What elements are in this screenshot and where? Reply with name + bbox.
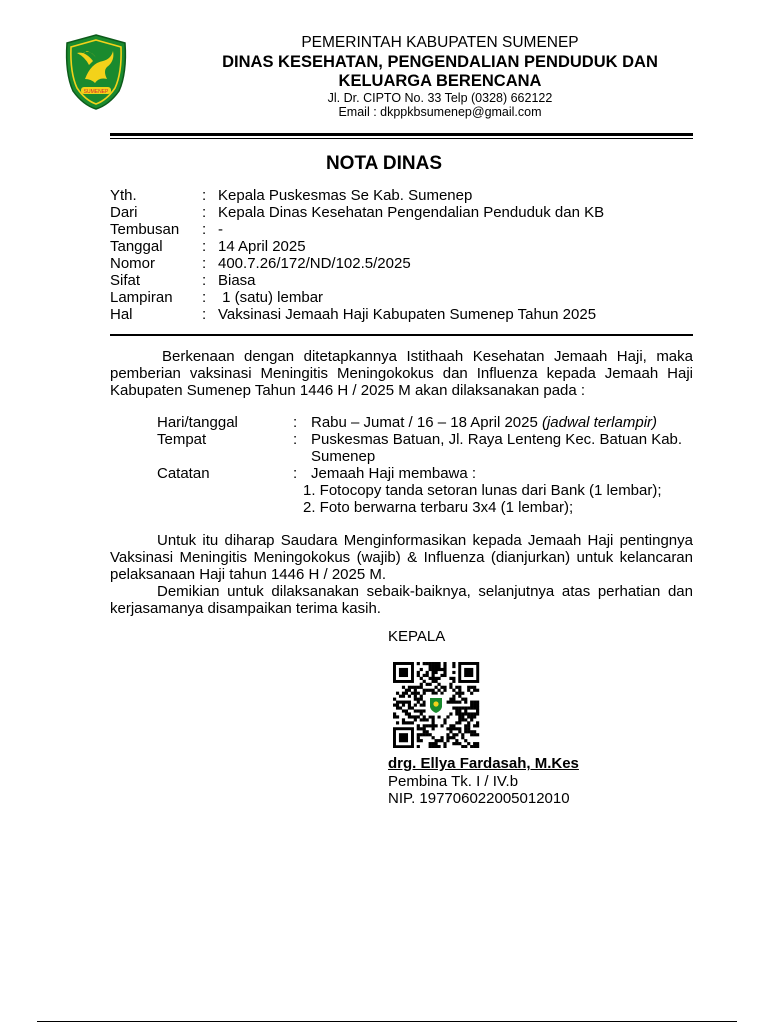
signer-name: drg. Ellya Fardasah, M.Kes [388, 755, 579, 772]
detail-row-note: Catatan : Jemaah Haji membawa : [157, 465, 697, 482]
body-paragraph-closing: Demikian untuk dilaksanakan sebaik-baiknya, selanjutnya atas perhatian dan kerjasamanya disampaikan terima kasih. [110, 583, 693, 617]
detail-place-value: Puskesmas Batuan, Jl. Raya Lenteng Kec. Batuan Kab. Sumenep [311, 431, 683, 465]
letterhead-address: Jl. Dr. CIPTO No. 33 Telp (0328) 662122 [327, 91, 553, 105]
logo-text: SUMENEP [83, 89, 109, 95]
detail-item-1: 1. Fotocopy tanda setoran lunas dari Bank (1 lembar); [303, 482, 662, 499]
meta-row-number: Nomor : 400.7.26/172/ND/102.5/2025 [110, 255, 411, 272]
letterhead-agency-line1: DINAS KESEHATAN, PENGENDALIAN PENDUDUK DAN [222, 53, 658, 71]
detail-row-date: Hari/tanggal : Rabu – Jumat / 16 – 18 April 2025 (jadwal terlampir) [157, 414, 658, 431]
detail-note-value: Jemaah Haji membawa : [311, 465, 477, 482]
meta-row-attachment: Lampiran : 1 (satu) lembar [110, 289, 324, 306]
meta-row-cc: Tembusan : - [110, 221, 223, 238]
body-paragraph-request: Untuk itu diharap Saudara Menginformasikan kepada Jemaah Haji pentingnya Vaksinasi Meningitis Meningokokus (wajib) & Influenza (dianjurkan) untuk kelancaran pelaksanaan Haji tahun 1446 H / 2025 M. [110, 532, 693, 583]
detail-row-place: Tempat : Puskesmas Batuan, Jl. Raya Lenteng Kec. Batuan Kab. Sumenep [157, 431, 697, 465]
metadata-divider [110, 334, 693, 336]
letterhead-divider-thick [110, 133, 693, 136]
schedule-details [157, 414, 697, 516]
signer-nip: NIP. 197706022005012010 [388, 790, 570, 807]
meta-row-subject: Hal : Vaksinasi Jemaah Haji Kabupaten Sumenep Tahun 2025 [110, 306, 597, 323]
meta-row-nature: Sifat : Biasa [110, 272, 256, 289]
signature-qr-code [390, 662, 482, 748]
meta-row-sender: Dari : Kepala Dinas Kesehatan Pengendalian Penduduk dan KB [110, 204, 605, 221]
signature-position: KEPALA [388, 628, 446, 645]
meta-row-recipient: Yth. : Kepala Puskesmas Se Kab. Sumenep [110, 187, 473, 204]
detail-row-item2 [157, 499, 697, 516]
letterhead-agency-line2: KELUARGA BERENCANA [338, 72, 542, 90]
letterhead-divider-thin [110, 138, 693, 139]
detail-item-2: 2. Foto berwarna terbaru 3x4 (1 lembar); [303, 499, 574, 516]
document-title: NOTA DINAS [325, 153, 443, 174]
letterhead-email: Email : dkppkbsumenep@gmail.com [338, 105, 542, 119]
body-paragraph-intro: Berkenaan dengan ditetapkannya Istithaah Kesehatan Jemaah Haji, maka pemberian vaksinasi Meningitis Meningokokus dan Influenza kepada Jemaah Haji Kabupaten Sumenep Tahun 1446 H / 2025 M akan dilaksanakan pada : [110, 348, 693, 399]
detail-row-item1 [157, 482, 697, 499]
detail-date-value: Rabu – Jumat / 16 – 18 April 2025 [311, 414, 542, 431]
signer-rank: Pembina Tk. I / IV.b [388, 773, 519, 790]
meta-row-date: Tanggal : 14 April 2025 [110, 238, 306, 255]
letterhead-government: PEMERINTAH KABUPATEN SUMENEP [301, 34, 579, 51]
detail-date-note: (jadwal terlampir) [541, 414, 658, 431]
page-bottom-line [37, 1021, 737, 1022]
memo-metadata [110, 187, 710, 323]
